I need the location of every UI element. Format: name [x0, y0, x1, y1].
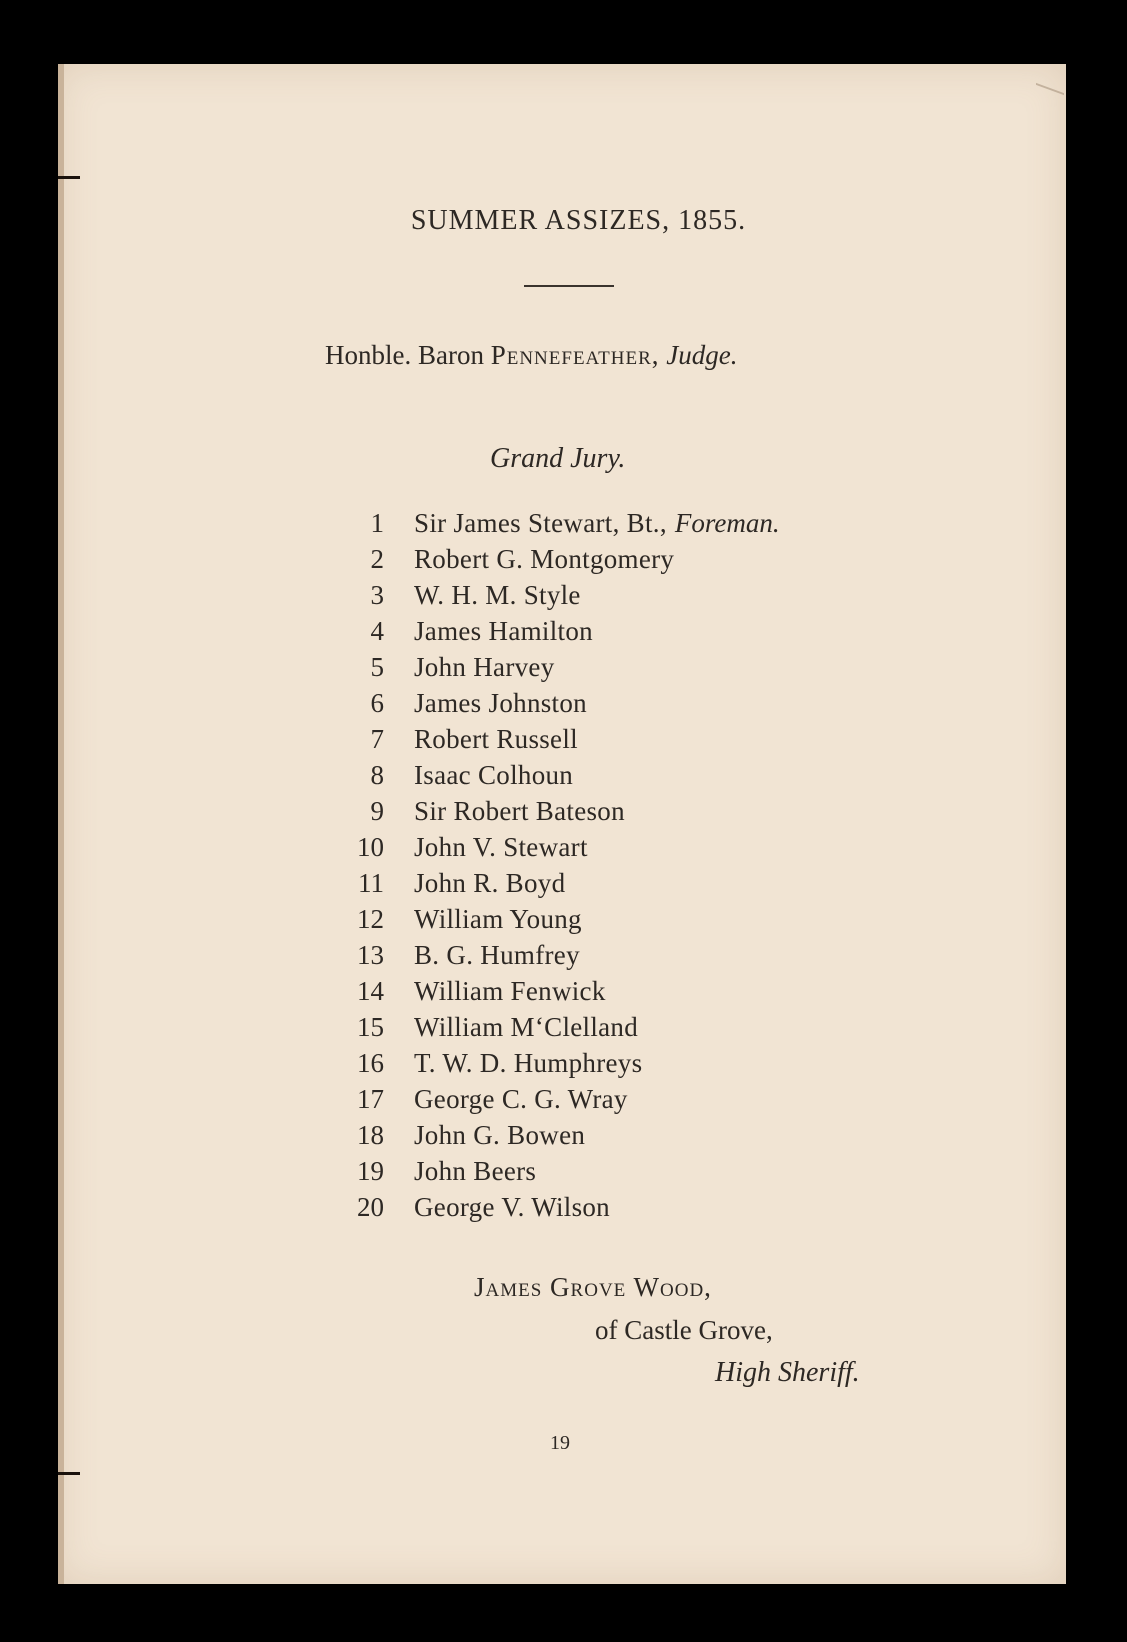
juror-number: 14: [357, 976, 384, 1006]
jury-list: [340, 508, 900, 1228]
juror-row: [340, 580, 900, 616]
juror-row: [340, 724, 900, 760]
juror-number: 18: [357, 1120, 384, 1150]
juror-row: [340, 1192, 900, 1228]
juror-row: [340, 976, 900, 1012]
juror-name: Sir James Stewart, Bt.,: [414, 508, 667, 538]
juror-name: James Hamilton: [414, 616, 593, 646]
juror-number: 15: [357, 1012, 384, 1042]
juror-row: [340, 616, 900, 652]
juror-row: [340, 544, 900, 580]
heading-rule: [524, 285, 614, 287]
juror-number: 1: [370, 508, 384, 538]
juror-number: 12: [357, 904, 384, 934]
juror-number: 8: [370, 760, 384, 790]
juror-name: John R. Boyd: [414, 868, 566, 898]
juror-name: William Fenwick: [414, 976, 606, 1006]
juror-row: [340, 1012, 900, 1048]
juror-number: 3: [370, 580, 384, 610]
juror-number: 9: [370, 796, 384, 826]
juror-number: 20: [357, 1192, 384, 1222]
juror-row: [340, 1120, 900, 1156]
juror-number: 7: [370, 724, 384, 754]
grand-jury-title: Grand Jury.: [490, 443, 626, 474]
juror-number: 5: [370, 652, 384, 682]
juror-name: John G. Bowen: [414, 1120, 586, 1150]
judge-prefix: Honble. Baron: [325, 340, 484, 370]
juror-name: William Young: [414, 904, 582, 934]
juror-number: 19: [357, 1156, 384, 1186]
juror-row: [340, 904, 900, 940]
page-heading: SUMMER ASSIZES, 1855.: [410, 205, 747, 236]
juror-row: [340, 832, 900, 868]
juror-number: 2: [370, 544, 384, 574]
juror-name: W. H. M. Style: [414, 580, 581, 610]
juror-name: John Harvey: [414, 652, 555, 682]
juror-row: [340, 1084, 900, 1120]
juror-name: James Johnston: [414, 688, 587, 718]
juror-row: [340, 868, 900, 904]
juror-row: [340, 796, 900, 832]
juror-row: [340, 652, 900, 688]
juror-name: John Beers: [414, 1156, 537, 1186]
binding-mark-bottom: [58, 1472, 80, 1475]
juror-name: Isaac Colhoun: [414, 760, 574, 790]
juror-number: 4: [370, 616, 384, 646]
juror-name: Robert Russell: [414, 724, 578, 754]
sheriff-place: of Castle Grove,: [595, 1315, 773, 1345]
juror-number: 17: [357, 1084, 384, 1114]
juror-number: 13: [357, 940, 384, 970]
juror-row: [340, 688, 900, 724]
juror-number: 16: [357, 1048, 384, 1078]
juror-name: B. G. Humfrey: [414, 940, 580, 970]
judge-line: [325, 340, 738, 371]
juror-number: 6: [370, 688, 384, 718]
juror-note: Foreman.: [674, 508, 780, 538]
sheriff-title: High Sheriff.: [715, 1357, 860, 1388]
juror-row: [340, 1156, 900, 1192]
judge-name: Pennefeather,: [490, 340, 660, 370]
juror-row: [340, 508, 900, 544]
judge-role: Judge.: [666, 340, 738, 370]
juror-name: T. W. D. Humphreys: [414, 1048, 643, 1078]
juror-name: George C. G. Wray: [414, 1084, 628, 1114]
juror-name: John V. Stewart: [414, 832, 588, 862]
juror-row: [340, 940, 900, 976]
juror-name: George V. Wilson: [414, 1192, 610, 1222]
juror-row: [340, 1048, 900, 1084]
juror-number: 10: [357, 832, 384, 862]
page-number: 19: [550, 1432, 570, 1454]
binding-mark-top: [58, 176, 80, 179]
page-binding-edge: [58, 64, 64, 1584]
juror-name: William M‘Clelland: [414, 1012, 639, 1042]
juror-name: Robert G. Montgomery: [414, 544, 675, 574]
juror-number: 11: [358, 868, 384, 898]
juror-row: [340, 760, 900, 796]
juror-name: Sir Robert Bateson: [414, 796, 625, 826]
sheriff-name: James Grove Wood,: [474, 1272, 712, 1302]
